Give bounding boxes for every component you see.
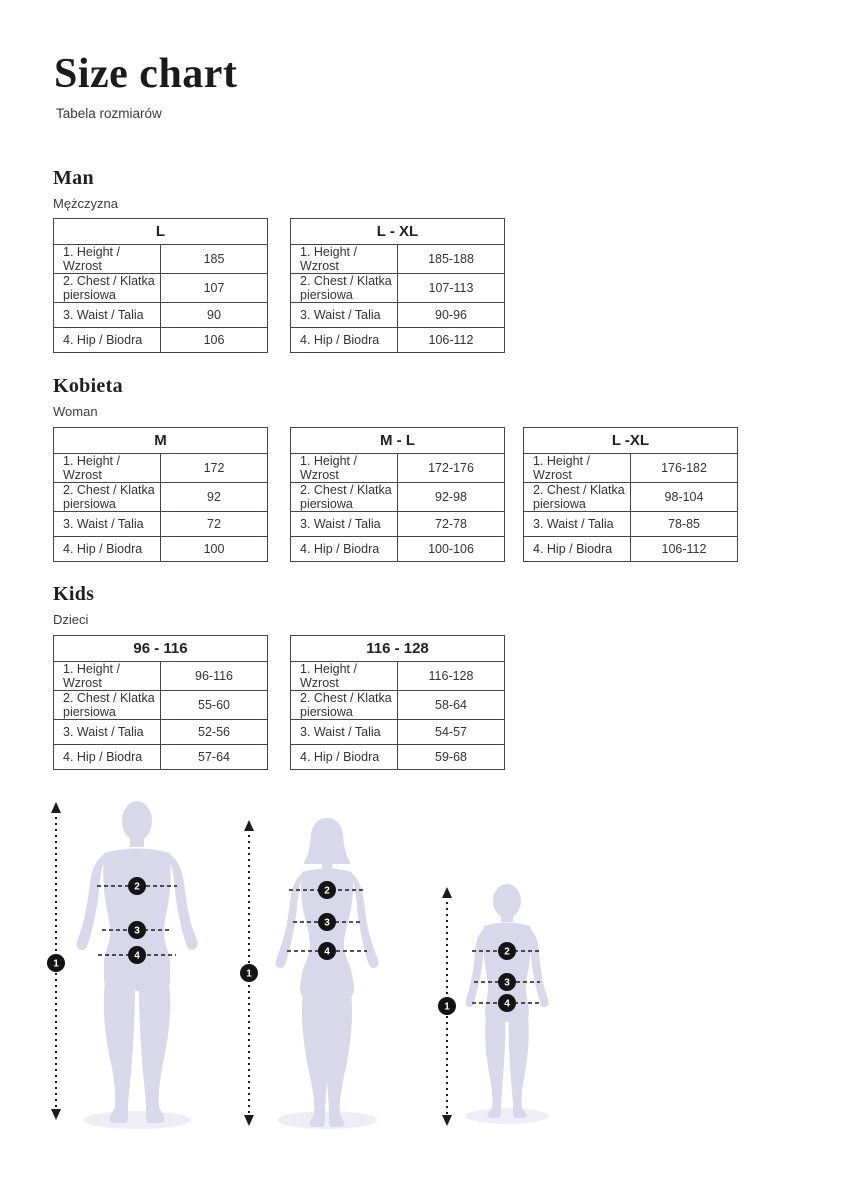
- measure-label: 4. Hip / Biodra: [291, 537, 398, 562]
- arrow-down-icon: [442, 1115, 452, 1126]
- section-subheading-kids: Dzieci: [53, 612, 89, 627]
- measure-label: 2. Chest / Klatka piersiowa: [524, 483, 631, 512]
- kid-ground-shadow: [465, 1108, 549, 1124]
- measure-label: 3. Waist / Talia: [291, 720, 398, 745]
- size-table-woman-ml: [290, 427, 505, 562]
- page-title: Size chart: [54, 51, 238, 97]
- measure-value: 172-176: [398, 454, 505, 483]
- measure-value: 96-116: [161, 662, 268, 691]
- measure-label: 4. Hip / Biodra: [54, 537, 161, 562]
- size-table-kids-116-128: [290, 635, 505, 770]
- measure-value: 185: [161, 245, 268, 274]
- arrow-up-icon: [51, 802, 61, 813]
- measure-value: 116-128: [398, 662, 505, 691]
- table-row: [54, 512, 268, 537]
- measure-label: 2. Chest / Klatka piersiowa: [54, 274, 161, 303]
- section-heading-kids: Kids: [53, 583, 95, 605]
- table-row: [524, 512, 738, 537]
- table-row: [54, 328, 268, 353]
- svg-text:1: 1: [444, 1001, 450, 1013]
- svg-text:2: 2: [504, 946, 510, 958]
- table-row: [291, 328, 505, 353]
- man-marker-height: [47, 954, 65, 972]
- size-header: M - L: [291, 428, 505, 454]
- measure-label: 4. Hip / Biodra: [54, 745, 161, 770]
- measure-label: 2. Chest / Klatka piersiowa: [291, 274, 398, 303]
- svg-text:3: 3: [504, 977, 510, 989]
- table-row: [54, 537, 268, 562]
- table-row: [291, 662, 505, 691]
- table-row: [291, 303, 505, 328]
- svg-text:1: 1: [53, 958, 59, 970]
- size-table-woman-m: [53, 427, 268, 562]
- measure-value: 78-85: [631, 512, 738, 537]
- table-row: [54, 720, 268, 745]
- man-ground-shadow: [83, 1111, 191, 1129]
- measure-value: 107-113: [398, 274, 505, 303]
- table-row: [524, 537, 738, 562]
- table-row: [291, 720, 505, 745]
- measure-value: 100: [161, 537, 268, 562]
- measure-label: 1. Height / Wzrost: [54, 454, 161, 483]
- measure-label: 1. Height / Wzrost: [291, 662, 398, 691]
- measure-label: 2. Chest / Klatka piersiowa: [291, 483, 398, 512]
- measure-label: 3. Waist / Talia: [54, 720, 161, 745]
- kid-figure: [428, 880, 578, 1135]
- man-marker-hip: [128, 946, 146, 964]
- measure-value: 176-182: [631, 454, 738, 483]
- table-row: [291, 454, 505, 483]
- measure-label: 4. Hip / Biodra: [291, 745, 398, 770]
- table-row: [54, 274, 268, 303]
- table-row: [524, 483, 738, 512]
- measure-value: 54-57: [398, 720, 505, 745]
- measure-label: 3. Waist / Talia: [291, 303, 398, 328]
- measure-label: 1. Height / Wzrost: [54, 245, 161, 274]
- woman-marker-height: [240, 964, 258, 982]
- section-heading-woman: Kobieta: [53, 375, 123, 397]
- measure-value: 52-56: [161, 720, 268, 745]
- table-row: [54, 303, 268, 328]
- measure-label: 4. Hip / Biodra: [524, 537, 631, 562]
- measure-value: 55-60: [161, 691, 268, 720]
- measure-label: 1. Height / Wzrost: [54, 662, 161, 691]
- measure-value: 107: [161, 274, 268, 303]
- measure-value: 72: [161, 512, 268, 537]
- measure-value: 106-112: [631, 537, 738, 562]
- svg-text:4: 4: [134, 950, 140, 962]
- size-header: L - XL: [291, 219, 505, 245]
- woman-marker-hip: [318, 942, 336, 960]
- kid-marker-waist: [498, 973, 516, 991]
- measure-value: 98-104: [631, 483, 738, 512]
- measure-label: 3. Waist / Talia: [524, 512, 631, 537]
- measure-label: 2. Chest / Klatka piersiowa: [54, 691, 161, 720]
- measure-value: 106-112: [398, 328, 505, 353]
- measure-label: 2. Chest / Klatka piersiowa: [54, 483, 161, 512]
- measure-label: 4. Hip / Biodra: [291, 328, 398, 353]
- man-marker-waist: [128, 921, 146, 939]
- svg-text:2: 2: [134, 881, 140, 893]
- size-header: 116 - 128: [291, 636, 505, 662]
- measure-label: 3. Waist / Talia: [54, 303, 161, 328]
- measure-value: 92-98: [398, 483, 505, 512]
- size-table-man-l: [53, 218, 268, 353]
- measure-value: 172: [161, 454, 268, 483]
- table-row: [291, 537, 505, 562]
- table-row: [54, 454, 268, 483]
- measure-label: 3. Waist / Talia: [291, 512, 398, 537]
- svg-text:3: 3: [324, 917, 330, 929]
- measure-value: 92: [161, 483, 268, 512]
- arrow-up-icon: [442, 887, 452, 898]
- svg-text:2: 2: [324, 885, 330, 897]
- woman-marker-chest: [318, 881, 336, 899]
- measure-value: 57-64: [161, 745, 268, 770]
- measure-value: 106: [161, 328, 268, 353]
- measure-label: 1. Height / Wzrost: [291, 454, 398, 483]
- table-row: [291, 245, 505, 274]
- size-table-woman-lxl: [523, 427, 738, 562]
- woman-marker-waist: [318, 913, 336, 931]
- size-header: M: [54, 428, 268, 454]
- kid-marker-hip: [498, 994, 516, 1012]
- table-row: [54, 745, 268, 770]
- size-header: L: [54, 219, 268, 245]
- measure-value: 100-106: [398, 537, 505, 562]
- measure-value: 72-78: [398, 512, 505, 537]
- measure-label: 4. Hip / Biodra: [54, 328, 161, 353]
- measure-value: 90-96: [398, 303, 505, 328]
- svg-text:1: 1: [246, 968, 252, 980]
- arrow-up-icon: [244, 820, 254, 831]
- table-row: [291, 745, 505, 770]
- arrow-down-icon: [51, 1109, 61, 1120]
- svg-text:4: 4: [504, 998, 510, 1010]
- size-header: L -XL: [524, 428, 738, 454]
- measure-value: 90: [161, 303, 268, 328]
- measure-value: 59-68: [398, 745, 505, 770]
- measure-label: 1. Height / Wzrost: [524, 454, 631, 483]
- table-row: [524, 454, 738, 483]
- section-subheading-man: Mężczyzna: [53, 196, 119, 211]
- table-row: [54, 691, 268, 720]
- table-row: [54, 483, 268, 512]
- woman-figure: [223, 810, 403, 1140]
- table-row: [54, 662, 268, 691]
- arrow-down-icon: [244, 1115, 254, 1126]
- table-row: [291, 483, 505, 512]
- svg-text:4: 4: [324, 946, 330, 958]
- table-row: [54, 245, 268, 274]
- kid-marker-chest: [498, 942, 516, 960]
- table-row: [291, 274, 505, 303]
- woman-ground-shadow: [277, 1111, 377, 1129]
- table-row: [291, 691, 505, 720]
- size-table-man-lxl: [290, 218, 505, 353]
- man-figure: [28, 795, 208, 1140]
- measure-label: 1. Height / Wzrost: [291, 245, 398, 274]
- size-header: 96 - 116: [54, 636, 268, 662]
- measure-value: 58-64: [398, 691, 505, 720]
- section-subheading-woman: Woman: [53, 404, 98, 419]
- kid-marker-height: [438, 997, 456, 1015]
- measure-label: 2. Chest / Klatka piersiowa: [291, 691, 398, 720]
- page-subtitle: Tabela rozmiarów: [56, 106, 162, 121]
- size-table-kids-96-116: [53, 635, 268, 770]
- woman-silhouette: [276, 818, 379, 1127]
- man-marker-chest: [128, 877, 146, 895]
- svg-text:3: 3: [134, 925, 140, 937]
- table-row: [291, 512, 505, 537]
- measure-label: 3. Waist / Talia: [54, 512, 161, 537]
- section-heading-man: Man: [53, 167, 94, 189]
- measure-value: 185-188: [398, 245, 505, 274]
